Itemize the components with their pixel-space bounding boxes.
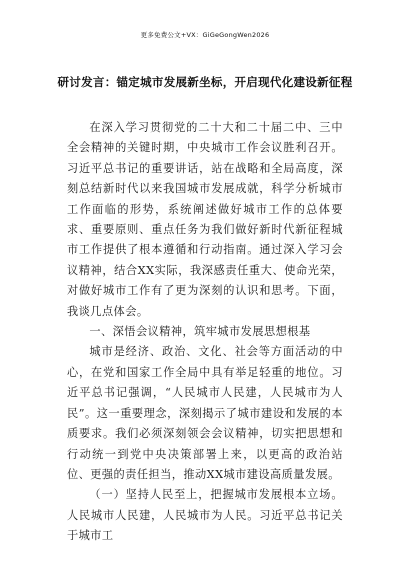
document-body (67, 118, 343, 547)
paragraph-intro: 在深入学习贯彻党的二十大和二十届二中、三中全会精神的关键时期，中央城市工作会议胜利召开。习近平总书记的重要讲话，站在战略和全局高度，深刻总结新时代以来我国城市发展成就，科学分析城市工作面临的形势，系统阐述做好城市工作的总体要求、重要原则、重点任务为我们做好新时代新征程城市工作提供了根本遵循和行动指南。通过深入学习会议精神，结合XX实际，我深感责任重大、使命光荣，对做好城市工作有了更为深刻的认识和思考。下面，我谈几点体会。 (67, 121, 343, 318)
section-heading: 一、深悟会议精神，筑牢城市发展思想根基 (89, 325, 311, 339)
header-note: 更多免费公文+VX：GiGeGongWen2026 (140, 31, 270, 39)
paragraph-section-one: 城市是经济、政治、文化、社会等方面活动的中心，在党和国家工作全局中具有举足轻重的地位。习近平总书记强调，“人民城市人民建，人民城市为人民”。这一重要理念，深刻揭示了城市建设和发展的本质要求。我们必须深刻领会会议精神，切实把思想和行动统一到党中央决策部署上来，以更高的政治站位、更强的责任担当，推动XX城市建设高质量发展。 (67, 345, 343, 481)
paragraph-subpoint-one: （一）坚持人民至上，把握城市发展根本立场。人民城市人民建，人民城市为人民。习近平总书记关于城市工 (67, 488, 343, 543)
document-title: 研讨发言：锚定城市发展新坐标，开启现代化建设新征程 (57, 75, 353, 89)
